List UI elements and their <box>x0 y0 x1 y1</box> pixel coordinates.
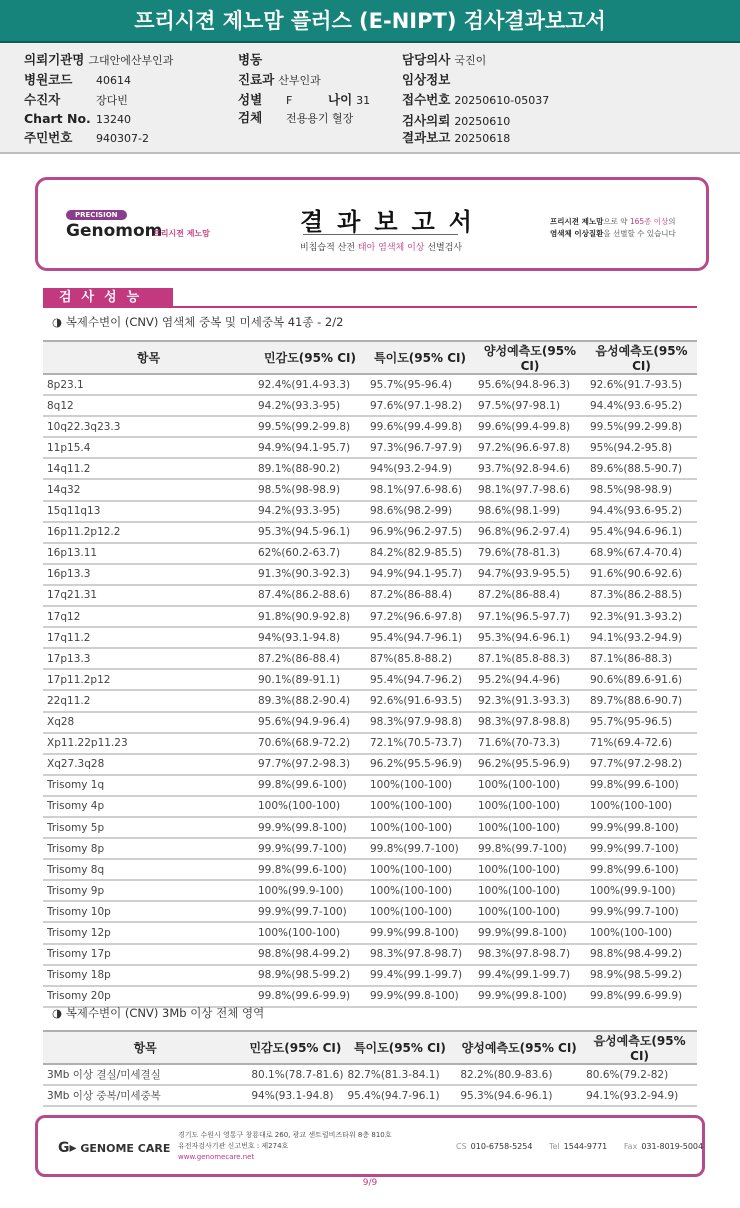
table-row <box>43 543 697 564</box>
row-label: Trisomy 9p <box>43 880 254 901</box>
table-cell: 99.8%(99.6-99.9) <box>586 986 697 1007</box>
table-cell: 95.3%(94.6-96.1) <box>456 1085 582 1106</box>
table-cell: 71%(69.4-72.6) <box>586 733 697 754</box>
label: 병동 <box>238 52 263 67</box>
text-highlight: 태아 염색체 이상 <box>357 243 425 253</box>
footer <box>35 1115 705 1177</box>
table-cell: 82.7%(81.3-84.1) <box>343 1064 456 1085</box>
table-cell: 82.2%(80.9-83.6) <box>456 1064 582 1085</box>
table-cell: 98.3%(97.8-98.7) <box>474 944 586 965</box>
table-cell: 92.3%(91.3-93.2) <box>586 606 697 627</box>
row-label: Trisomy 12p <box>43 922 254 943</box>
label: 성별 <box>238 92 263 107</box>
table-cell: 99.8%(99.7-100) <box>366 838 474 859</box>
table-cell: 95.6%(94.8-96.3) <box>474 374 586 395</box>
divider <box>303 234 458 235</box>
row-label: 8p23.1 <box>43 374 254 395</box>
table-cell: 84.2%(82.9-85.5) <box>366 543 474 564</box>
table-cell: 95.4%(94.7-96.1) <box>343 1085 456 1106</box>
table-row <box>43 922 697 943</box>
text: 으로 약 <box>603 217 630 226</box>
table-cell: 94.7%(93.9-95.5) <box>474 564 586 585</box>
genomom-logo: Genomom <box>66 221 163 241</box>
table-cell: 90.1%(89-91.1) <box>254 669 366 690</box>
row-label: Trisomy 5p <box>43 817 254 838</box>
table-row <box>43 648 697 669</box>
field-chart <box>24 111 131 126</box>
row-label: 17q11.2 <box>43 627 254 648</box>
table-cell: 87.1%(86-88.3) <box>586 648 697 669</box>
table-cell: 87.2%(86-88.4) <box>366 585 474 606</box>
table-cell: 94.1%(93.2-94.9) <box>582 1085 697 1106</box>
label: 접수번호 <box>402 92 451 107</box>
table-cell: 98.6%(98.1-99) <box>474 501 586 522</box>
table-row <box>43 796 697 817</box>
text: 비침습적 산전 <box>300 243 358 253</box>
column-header: 양성예측도(95% CI) <box>474 341 586 374</box>
label: 임상정보 <box>402 72 451 87</box>
table-row <box>43 606 697 627</box>
value: 20250610 <box>454 115 511 128</box>
value: 산부인과 <box>278 74 321 87</box>
table-row <box>43 838 697 859</box>
table-row <box>43 437 697 458</box>
table-row <box>43 1064 697 1085</box>
table-cell: 62%(60.2-63.7) <box>254 543 366 564</box>
table-cell: 89.7%(88.6-90.7) <box>586 690 697 711</box>
field-hospital <box>24 50 173 68</box>
table-cell: 94.2%(93.3-95) <box>254 395 366 416</box>
column-header: 민감도(95% CI) <box>254 341 366 374</box>
table-cell: 87.2%(86-88.4) <box>474 585 586 606</box>
table-cell: 94%(93.1-94.8) <box>247 1085 343 1106</box>
table-cell: 97.5%(97-98.1) <box>474 395 586 416</box>
table-cell: 97.2%(96.6-97.8) <box>366 606 474 627</box>
footer-address <box>178 1130 392 1163</box>
table1-caption: ◑ 복제수변이 (CNV) 염색체 중복 및 미세중복 41종 - 2/2 <box>52 315 344 329</box>
table-row <box>43 627 697 648</box>
table-cell: 99.8%(99.7-100) <box>474 838 586 859</box>
cnv-41-table <box>43 340 697 1008</box>
table-cell: 100%(99.9-100) <box>586 880 697 901</box>
row-label: 11p15.4 <box>43 437 254 458</box>
report-banner <box>35 177 709 271</box>
column-header: 특이도(95% CI) <box>343 1031 456 1064</box>
table-cell: 99.6%(99.4-99.8) <box>474 416 586 437</box>
table-row <box>43 986 697 1007</box>
text: 선별검사 <box>424 243 463 253</box>
field-specimen <box>238 108 353 126</box>
row-label: Trisomy 4p <box>43 796 254 817</box>
genome-care-logo <box>58 1140 170 1156</box>
table-cell: 94.9%(94.1-95.7) <box>254 437 366 458</box>
table-cell: 95.7%(95-96.4) <box>366 374 474 395</box>
table-row <box>43 374 697 395</box>
table-cell: 98.3%(97.9-98.8) <box>366 712 474 733</box>
table-cell: 100%(100-100) <box>254 922 366 943</box>
text: 염색체 이상질환 <box>550 229 604 238</box>
column-header: 특이도(95% CI) <box>366 341 474 374</box>
label: Tel <box>548 1142 560 1151</box>
table-cell: 98.1%(97.7-98.6) <box>474 479 586 500</box>
address: 경기도 수원시 영통구 창룡대로 260, 광교 센트럴비즈타워 8층 810호 <box>178 1131 392 1139</box>
table-cell: 99.9%(99.7-100) <box>254 901 366 922</box>
label: 주민번호 <box>24 130 73 145</box>
table-cell: 98.9%(98.5-99.2) <box>254 965 366 986</box>
table-row <box>43 901 697 922</box>
cs-number: 010-6758-5254 <box>470 1142 533 1151</box>
table-cell: 100%(100-100) <box>586 796 697 817</box>
table-cell: 92.6%(91.7-93.5) <box>586 374 697 395</box>
table-row <box>43 501 697 522</box>
table-cell: 95.4%(94.7-96.2) <box>366 669 474 690</box>
table-cell: 100%(100-100) <box>474 817 586 838</box>
table-row <box>43 564 697 585</box>
table-cell: 96.8%(96.2-97.4) <box>474 522 586 543</box>
row-label: Trisomy 8p <box>43 838 254 859</box>
table-cell: 99.9%(99.7-100) <box>586 901 697 922</box>
table-cell: 99.4%(99.1-99.7) <box>474 965 586 986</box>
table-cell: 97.1%(96.5-97.7) <box>474 606 586 627</box>
table-cell: 97.7%(97.2-98.3) <box>254 754 366 775</box>
website-link[interactable]: www.genomecare.net <box>178 1153 255 1161</box>
table-cell: 94.4%(93.6-95.2) <box>586 395 697 416</box>
table-cell: 95%(94.2-95.8) <box>586 437 697 458</box>
logo-mark-icon: G▸ <box>58 1140 77 1156</box>
table-cell: 95.7%(95-96.5) <box>586 712 697 733</box>
table-cell: 94%(93.1-94.8) <box>254 627 366 648</box>
table-cell: 100%(100-100) <box>474 901 586 922</box>
table-row <box>43 1085 697 1106</box>
value: 그대안에산부인과 <box>88 54 174 67</box>
table-cell: 99.8%(99.6-99.9) <box>254 986 366 1007</box>
table-cell: 87.4%(86.2-88.6) <box>254 585 366 606</box>
value: 20250618 <box>454 132 511 145</box>
table-cell: 92.4%(91.4-93.3) <box>254 374 366 395</box>
table-row <box>43 669 697 690</box>
table2-caption: ◑ 복제수변이 (CNV) 3Mb 이상 전체 영역 <box>52 1006 265 1020</box>
row-label: Trisomy 17p <box>43 944 254 965</box>
table-cell: 96.2%(95.5-96.9) <box>366 754 474 775</box>
value: 국진이 <box>454 54 487 67</box>
label: 검체 <box>238 110 263 125</box>
label: 나이 <box>328 92 353 107</box>
table-cell: 87.2%(86-88.4) <box>254 648 366 669</box>
table-cell: 100%(100-100) <box>366 901 474 922</box>
row-label: 3Mb 이상 결실/미세결실 <box>43 1064 247 1085</box>
field-dept <box>238 70 321 88</box>
row-label: 16p13.11 <box>43 543 254 564</box>
row-label: 8q12 <box>43 395 254 416</box>
table-cell: 100%(100-100) <box>366 796 474 817</box>
field-patient <box>24 90 128 108</box>
table-cell: 91.8%(90.9-92.8) <box>254 606 366 627</box>
section-divider <box>43 306 697 308</box>
table-cell: 94%(93.2-94.9) <box>366 458 474 479</box>
table-cell: 87.1%(85.8-88.3) <box>474 648 586 669</box>
row-label: Xq27.3q28 <box>43 754 254 775</box>
table-cell: 99.9%(99.8-100) <box>254 817 366 838</box>
table-cell: 100%(100-100) <box>366 880 474 901</box>
table-cell: 98.9%(98.5-99.2) <box>586 965 697 986</box>
table-cell: 96.9%(96.2-97.5) <box>366 522 474 543</box>
text: 프리시젼 제노맘 <box>550 217 604 226</box>
table-cell: 99.9%(99.7-100) <box>254 838 366 859</box>
table-cell: 99.9%(99.8-100) <box>366 986 474 1007</box>
table-cell: 99.6%(99.4-99.8) <box>366 416 474 437</box>
label: 결과보고 <box>402 130 451 145</box>
row-label: 17q21.31 <box>43 585 254 606</box>
page-number: 9/9 <box>362 1178 378 1188</box>
table-row <box>43 880 697 901</box>
label: 병원코드 <box>24 72 73 87</box>
column-header: 항목 <box>43 1031 247 1064</box>
field-code <box>24 70 131 88</box>
row-label: 17q12 <box>43 606 254 627</box>
row-label: Trisomy 8q <box>43 859 254 880</box>
field-age <box>328 90 370 108</box>
value: 13240 <box>96 113 131 126</box>
footer-contacts <box>456 1142 717 1151</box>
table-cell: 98.6%(98.2-99) <box>366 501 474 522</box>
table-cell: 80.1%(78.7-81.6) <box>247 1064 343 1085</box>
precision-badge: PRECISION <box>66 210 127 220</box>
table-cell: 95.4%(94.6-96.1) <box>586 522 697 543</box>
label: 검사의뢰 <box>402 113 451 128</box>
row-label: 17p11.2p12 <box>43 669 254 690</box>
table-cell: 91.6%(90.6-92.6) <box>586 564 697 585</box>
table-cell: 95.6%(94.9-96.4) <box>254 712 366 733</box>
table-cell: 93.7%(92.8-94.6) <box>474 458 586 479</box>
table-cell: 99.8%(99.6-100) <box>586 775 697 796</box>
label: 수진자 <box>24 92 61 107</box>
table-row <box>43 690 697 711</box>
row-label: 16p13.3 <box>43 564 254 585</box>
table-cell: 95.4%(94.7-96.1) <box>366 627 474 648</box>
table-cell: 97.6%(97.1-98.2) <box>366 395 474 416</box>
table-cell: 94.9%(94.1-95.7) <box>366 564 474 585</box>
value: 전용용기 혈장 <box>286 112 354 125</box>
table-cell: 87%(85.8-88.2) <box>366 648 474 669</box>
row-label: 10q22.3q23.3 <box>43 416 254 437</box>
tel-number: 1544-9771 <box>563 1142 608 1151</box>
column-header: 음성예측도(95% CI) <box>582 1031 697 1064</box>
table-cell: 72.1%(70.5-73.7) <box>366 733 474 754</box>
table-cell: 99.5%(99.2-99.8) <box>254 416 366 437</box>
value: 31 <box>356 94 371 107</box>
table-row <box>43 944 697 965</box>
table-row <box>43 754 697 775</box>
fax-number: 031-8019-5004 <box>641 1142 704 1151</box>
table-row <box>43 733 697 754</box>
value: 40614 <box>96 74 131 87</box>
report-title: 프리시젼 제노맘 플러스 (E-NIPT) 검사결과보고서 <box>0 0 740 43</box>
table-cell: 100%(100-100) <box>254 796 366 817</box>
table-cell: 71.6%(70-73.3) <box>474 733 586 754</box>
table-cell: 98.8%(98.4-99.2) <box>254 944 366 965</box>
label: CS <box>456 1142 467 1151</box>
field-request <box>402 111 510 129</box>
value: F <box>286 94 293 107</box>
text-highlight: 165종 이상 <box>629 217 669 226</box>
section-title: 검사성능 <box>43 288 173 308</box>
value: 940307-2 <box>96 132 149 145</box>
table-cell: 95.2%(94.4-96) <box>474 669 586 690</box>
table-cell: 99.9%(99.8-100) <box>474 986 586 1007</box>
table-row <box>43 859 697 880</box>
row-label: Trisomy 20p <box>43 986 254 1007</box>
table-cell: 95.3%(94.5-96.1) <box>254 522 366 543</box>
table-cell: 100%(100-100) <box>474 775 586 796</box>
field-ward <box>238 50 262 68</box>
label: Fax <box>623 1142 638 1151</box>
table-cell: 100%(100-100) <box>474 859 586 880</box>
table-cell: 99.9%(99.8-100) <box>474 922 586 943</box>
table-cell: 100%(100-100) <box>474 796 586 817</box>
table-cell: 98.3%(97.8-98.7) <box>366 944 474 965</box>
table-cell: 97.2%(96.6-97.8) <box>474 437 586 458</box>
table-cell: 92.3%(91.3-93.3) <box>474 690 586 711</box>
table-cell: 94.2%(93.3-95) <box>254 501 366 522</box>
table-cell: 99.9%(99.7-100) <box>586 838 697 859</box>
table-cell: 94.1%(93.2-94.9) <box>586 627 697 648</box>
row-label: 3Mb 이상 중복/미세중복 <box>43 1085 247 1106</box>
table-cell: 89.3%(88.2-90.4) <box>254 690 366 711</box>
table-row <box>43 817 697 838</box>
field-rrn <box>24 128 149 146</box>
table-cell: 99.5%(99.2-99.8) <box>586 416 697 437</box>
cnv-3mb-table <box>43 1030 697 1107</box>
license: 유전자검사기관 신고번호 : 제274호 <box>178 1142 289 1150</box>
row-label: Trisomy 10p <box>43 901 254 922</box>
table-cell: 98.8%(98.4-99.2) <box>586 944 697 965</box>
table-row <box>43 479 697 500</box>
table-cell: 80.6%(79.2-82) <box>582 1064 697 1085</box>
column-header: 양성예측도(95% CI) <box>456 1031 582 1064</box>
table-cell: 96.2%(95.5-96.9) <box>474 754 586 775</box>
label: 담당의사 <box>402 52 451 67</box>
row-label: Trisomy 1q <box>43 775 254 796</box>
label: Chart No. <box>24 111 91 126</box>
table-cell: 90.6%(89.6-91.6) <box>586 669 697 690</box>
row-label: 17p13.3 <box>43 648 254 669</box>
field-doctor <box>402 50 486 68</box>
table-row <box>43 522 697 543</box>
table-cell: 94.4%(93.6-95.2) <box>586 501 697 522</box>
table-cell: 100%(100-100) <box>586 922 697 943</box>
label: 진료과 <box>238 72 275 87</box>
table-row <box>43 416 697 437</box>
banner-title: 결과보고서 <box>300 208 486 236</box>
table-cell: 99.8%(99.6-100) <box>254 859 366 880</box>
table-cell: 95.3%(94.6-96.1) <box>474 627 586 648</box>
table-cell: 92.6%(91.6-93.5) <box>366 690 474 711</box>
table-row <box>43 458 697 479</box>
table-cell: 100%(100-100) <box>366 859 474 880</box>
table-cell: 100%(100-100) <box>366 775 474 796</box>
value: 20250610-05037 <box>454 94 550 107</box>
row-label: 14q11.2 <box>43 458 254 479</box>
row-label: 16p11.2p12.2 <box>43 522 254 543</box>
field-receipt <box>402 90 549 108</box>
table-row <box>43 775 697 796</box>
table-cell: 99.4%(99.1-99.7) <box>366 965 474 986</box>
column-header: 민감도(95% CI) <box>247 1031 343 1064</box>
column-header: 항목 <box>43 341 254 374</box>
field-report <box>402 128 510 146</box>
label: 의뢰기관명 <box>24 52 85 67</box>
table-cell: 89.1%(88-90.2) <box>254 458 366 479</box>
patient-info-panel <box>0 43 740 154</box>
table-cell: 68.9%(67.4-70.4) <box>586 543 697 564</box>
table-cell: 98.3%(97.8-98.8) <box>474 712 586 733</box>
genomom-logo-kr: 프리시젼 제노맘 <box>153 229 210 238</box>
header-row <box>43 1031 697 1064</box>
table-cell: 100%(99.9-100) <box>254 880 366 901</box>
table-row <box>43 712 697 733</box>
table-cell: 91.3%(90.3-92.3) <box>254 564 366 585</box>
table-cell: 70.6%(68.9-72.2) <box>254 733 366 754</box>
field-sex <box>238 90 292 108</box>
column-header: 음성예측도(95% CI) <box>586 341 697 374</box>
text: 을 선별할 수 있습니다 <box>603 229 676 238</box>
table-cell: 100%(100-100) <box>366 817 474 838</box>
row-label: Trisomy 18p <box>43 965 254 986</box>
table-cell: 87.3%(86.2-88.5) <box>586 585 697 606</box>
table-cell: 98.1%(97.6-98.6) <box>366 479 474 500</box>
table-row <box>43 965 697 986</box>
table-cell: 99.8%(99.6-100) <box>586 859 697 880</box>
row-label: 22q11.2 <box>43 690 254 711</box>
logo-text: GENOME CARE <box>80 1142 171 1155</box>
table-cell: 98.5%(98-98.9) <box>586 479 697 500</box>
banner-subtitle <box>300 240 462 253</box>
table-cell: 100%(100-100) <box>474 880 586 901</box>
table-cell: 97.3%(96.7-97.9) <box>366 437 474 458</box>
table-cell: 99.9%(99.8-100) <box>586 817 697 838</box>
value: 장다빈 <box>96 94 128 107</box>
row-label: Xq28 <box>43 712 254 733</box>
row-label: 15q11q13 <box>43 501 254 522</box>
table-cell: 99.9%(99.8-100) <box>366 922 474 943</box>
header-row <box>43 341 697 374</box>
table-cell: 97.7%(97.2-98.2) <box>586 754 697 775</box>
row-label: 14q32 <box>43 479 254 500</box>
table-row <box>43 585 697 606</box>
field-clinical <box>402 70 450 88</box>
text: 의 <box>668 217 676 226</box>
table-cell: 98.5%(98-98.9) <box>254 479 366 500</box>
table-cell: 89.6%(88.5-90.7) <box>586 458 697 479</box>
table-row <box>43 395 697 416</box>
table-cell: 99.8%(99.6-100) <box>254 775 366 796</box>
table-cell: 79.6%(78-81.3) <box>474 543 586 564</box>
banner-tagline <box>550 216 676 240</box>
row-label: Xp11.22p11.23 <box>43 733 254 754</box>
